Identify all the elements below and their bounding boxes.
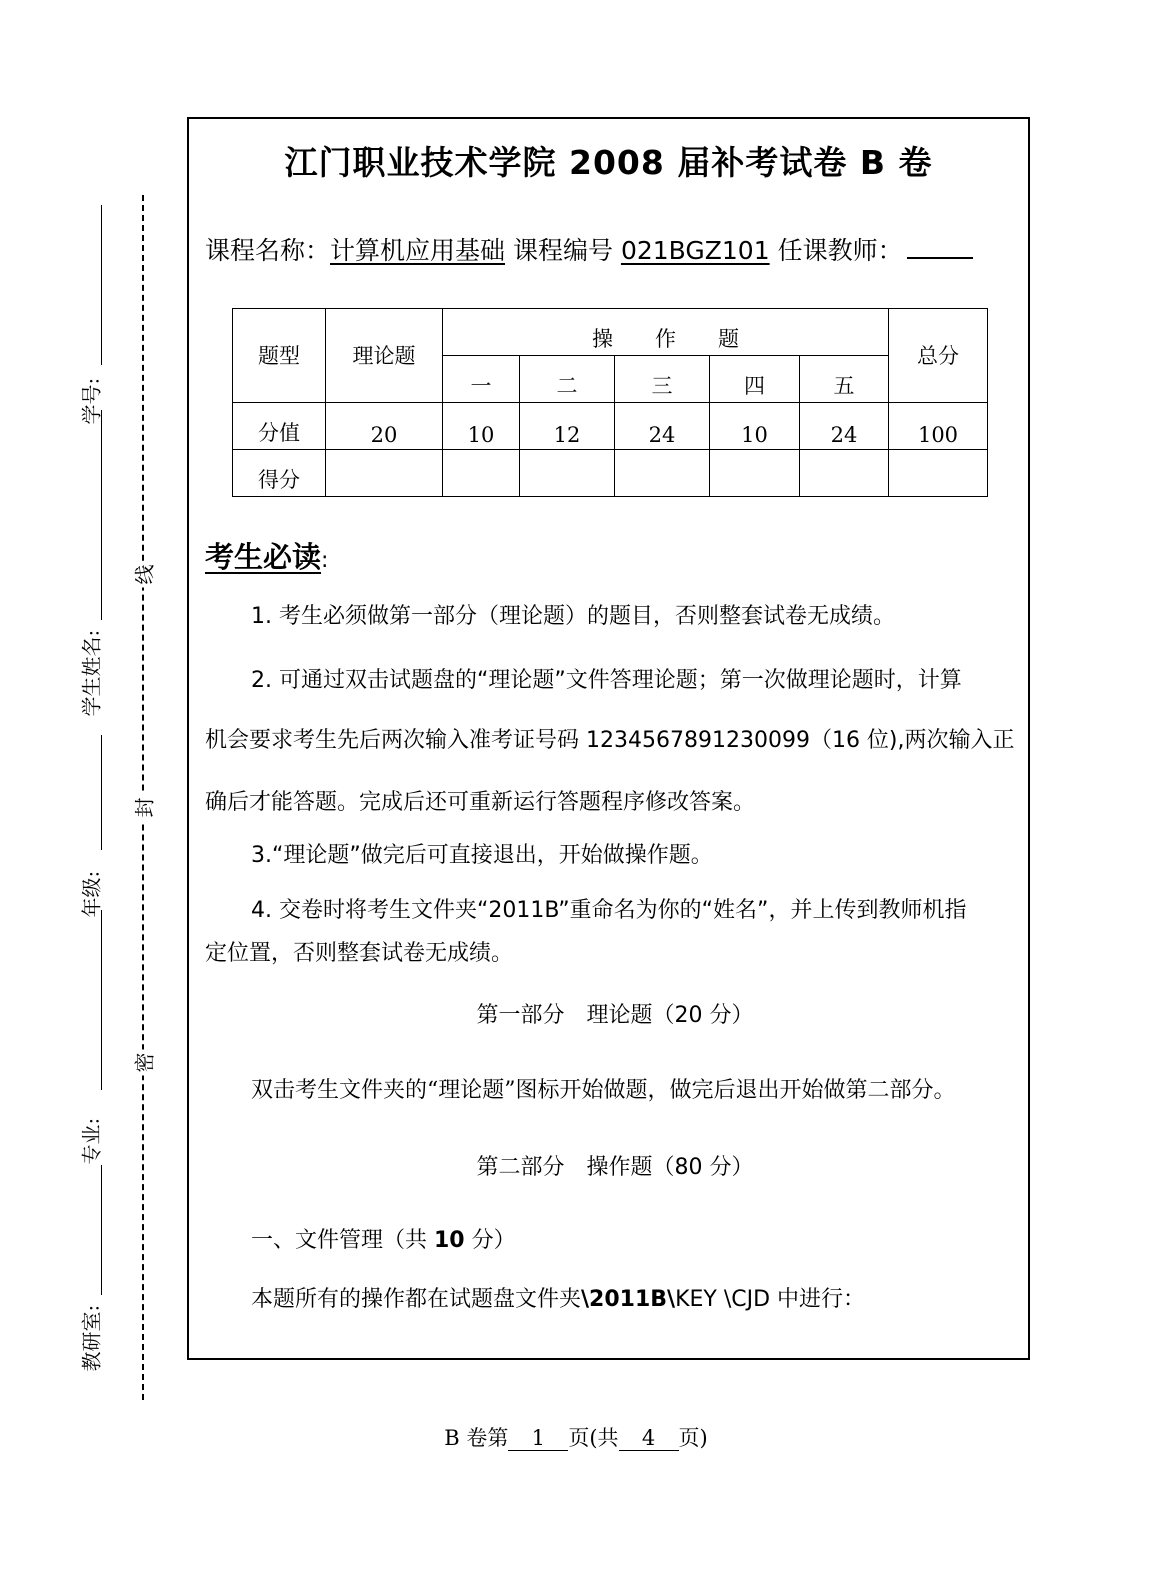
score-cell bbox=[443, 450, 520, 497]
course-code: 021BGZ101 bbox=[620, 236, 770, 265]
score-cell bbox=[326, 450, 443, 497]
seal-char-seal: 封 bbox=[129, 795, 158, 821]
student-id-label: 学号: bbox=[79, 377, 104, 425]
student-name-label: 学生姓名: bbox=[79, 629, 104, 717]
practice-item-3: 三 bbox=[615, 356, 710, 403]
practice-item-5: 五 bbox=[800, 356, 889, 403]
seal-char-line: 线 bbox=[129, 562, 158, 588]
footer-total-pages: 4 bbox=[619, 1426, 679, 1451]
header-total: 总分 bbox=[889, 309, 988, 403]
course-name: 计算机应用基础 bbox=[330, 236, 506, 265]
section1-title-pre: 一、文件管理（共 bbox=[251, 1228, 434, 1253]
points-theory: 20 bbox=[326, 403, 443, 450]
points-row-label: 分值 bbox=[233, 403, 326, 450]
teacher-blank bbox=[907, 235, 973, 259]
course-name-label: 课程名称： bbox=[205, 236, 331, 265]
instruction-item-1: 1. 考生必须做第一部分（理论题）的题目，否则整套试卷无成绩。 bbox=[251, 604, 895, 629]
course-info-line bbox=[205, 231, 973, 267]
instruction-item-3: 3.“理论题”做完后可直接退出，开始做操作题。 bbox=[251, 843, 713, 868]
course-code-label: 课程编号 bbox=[512, 236, 613, 265]
teaching-office-blank bbox=[101, 1165, 102, 1295]
points-item-5: 24 bbox=[800, 403, 889, 450]
section1-text-post: KEY \CJD 中进行： bbox=[675, 1287, 866, 1312]
exam-title: 江门职业技术学院 2008 届补考试卷 B 卷 bbox=[284, 143, 933, 182]
seal-char-secret: 密 bbox=[129, 1050, 158, 1076]
section1-text-bold: \2011B\ bbox=[581, 1287, 676, 1312]
page-footer bbox=[0, 1422, 1152, 1452]
score-row-label: 得分 bbox=[233, 450, 326, 497]
header-theory: 理论题 bbox=[326, 309, 443, 403]
part2-title: 第二部分 操作题（80 分） bbox=[476, 1155, 754, 1180]
points-item-1: 10 bbox=[443, 403, 520, 450]
score-cell bbox=[615, 450, 710, 497]
footer-pre: B 卷第 bbox=[444, 1426, 509, 1450]
student-id-blank bbox=[101, 205, 102, 365]
points-item-2: 12 bbox=[520, 403, 615, 450]
part1-title: 第一部分 理论题（20 分） bbox=[476, 1003, 754, 1028]
instructions-heading bbox=[205, 535, 328, 576]
section1-title-num: 10 bbox=[434, 1228, 465, 1253]
teaching-office-label: 教研室: bbox=[79, 1304, 104, 1372]
section1-title bbox=[205, 1223, 1071, 1254]
points-row bbox=[233, 403, 988, 450]
exam-frame bbox=[187, 117, 1030, 1360]
instructions-heading-text: 考生必读 bbox=[205, 540, 322, 574]
score-cell bbox=[889, 450, 988, 497]
score-table bbox=[232, 308, 988, 497]
points-item-4: 10 bbox=[710, 403, 800, 450]
points-total: 100 bbox=[889, 403, 988, 450]
instructions-heading-colon: : bbox=[321, 548, 329, 573]
score-row bbox=[233, 450, 988, 497]
footer-post: 页) bbox=[678, 1426, 708, 1450]
score-cell bbox=[800, 450, 889, 497]
practice-item-1: 一 bbox=[443, 356, 520, 403]
section1-text bbox=[205, 1282, 1071, 1313]
part1-text: 双击考生文件夹的“理论题”图标开始做题，做完后退出开始做第二部分。 bbox=[251, 1078, 956, 1103]
section1-title-post: 分） bbox=[464, 1228, 516, 1253]
major-blank bbox=[101, 910, 102, 1090]
header-question-type: 题型 bbox=[233, 309, 326, 403]
student-name-blank bbox=[101, 410, 102, 620]
footer-page-number: 1 bbox=[508, 1426, 568, 1451]
instruction-item-2-line-2: 机会要求考生先后两次输入准考证号码 1234567891230099（16 位),两次输入正 bbox=[205, 728, 1015, 753]
footer-mid: 页(共 bbox=[568, 1426, 619, 1450]
grade-blank bbox=[101, 735, 102, 850]
points-item-3: 24 bbox=[615, 403, 710, 450]
score-cell bbox=[710, 450, 800, 497]
instruction-item-2-line-3: 确后才能答题。完成后还可重新运行答题程序修改答案。 bbox=[205, 790, 756, 815]
score-cell bbox=[520, 450, 615, 497]
grade-label: 年级: bbox=[79, 870, 104, 918]
teacher-label: 任课教师： bbox=[777, 236, 903, 265]
instruction-item-2-line-1: 2. 可通过双击试题盘的“理论题”文件答理论题；第一次做理论题时，计算 bbox=[251, 668, 962, 693]
major-label: 专业: bbox=[79, 1117, 104, 1165]
practice-item-2: 二 bbox=[520, 356, 615, 403]
instruction-item-4-line-1: 4. 交卷时将考生文件夹“2011B”重命名为你的“姓名”，并上传到教师机指 bbox=[251, 898, 967, 923]
header-practice: 操 作 题 bbox=[443, 309, 889, 356]
instruction-item-4-line-2: 定位置，否则整套试卷无成绩。 bbox=[205, 941, 514, 966]
practice-item-4: 四 bbox=[710, 356, 800, 403]
section1-text-pre: 本题所有的操作都在试题盘文件夹 bbox=[251, 1287, 582, 1312]
